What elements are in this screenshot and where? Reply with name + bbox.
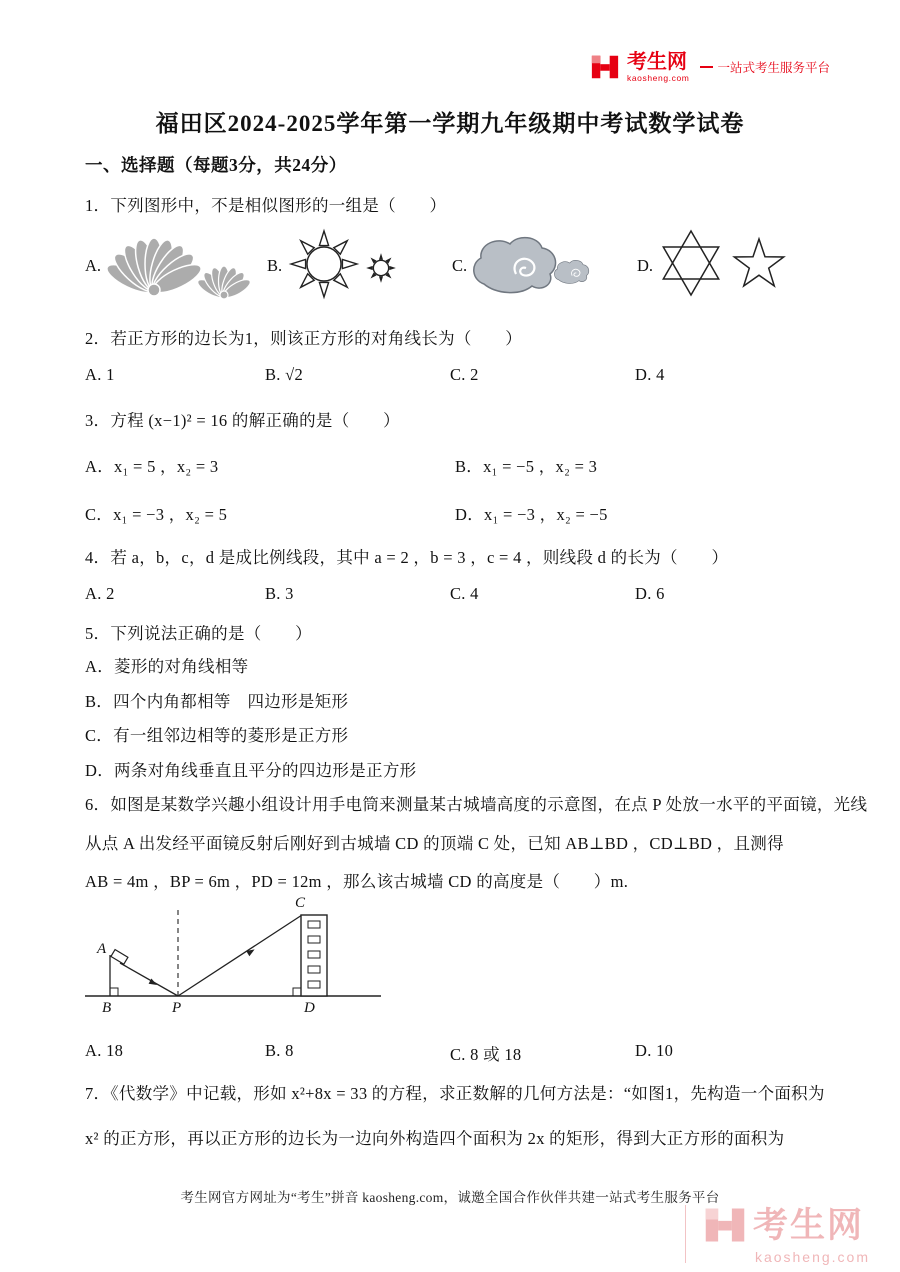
q4-option-d: D. 6 xyxy=(635,584,665,603)
watermark-divider xyxy=(685,1205,686,1263)
question-6-line1: 6．如图是某数学兴趣小组设计用手电筒来测量某古城墙高度的示意图，在点 P 处放一水平的平面镜，光线 xyxy=(85,795,868,814)
q1-figure-a-scallops xyxy=(102,224,252,302)
question-3-text: 3．方程 (x−1)² = 16 的解正确的是（ ） xyxy=(85,411,400,430)
q1-option-c-label: C. xyxy=(452,256,468,275)
cloud-small-icon xyxy=(554,260,588,283)
logo-brand: 考生网 xyxy=(627,51,687,73)
kaosheng-logo-icon xyxy=(590,52,620,82)
watermark xyxy=(703,1203,870,1265)
q5-option-b: B．四个内角都相等 四边形是矩形 xyxy=(85,692,349,711)
light-ray-pc xyxy=(178,915,302,996)
scallop-shell-small-icon xyxy=(195,266,252,301)
q6-option-a: A. 18 xyxy=(85,1041,124,1060)
flashlight-icon xyxy=(111,950,128,965)
sun-small-icon xyxy=(366,253,396,283)
city-wall xyxy=(301,915,327,996)
watermark-domain: kaosheng.com xyxy=(754,1249,870,1265)
logo-tagline-wrap xyxy=(700,58,830,76)
logo-tagline: 一站式考生服务平台 xyxy=(717,61,830,76)
watermark-brand: 考生网 xyxy=(752,1205,864,1245)
right-angle-mark-d xyxy=(293,988,301,996)
q4-option-c: C. 4 xyxy=(450,584,479,603)
question-7-line1: 7．《代数学》中记载，形如 x²+8x = 33 的方程，求正数解的几何方法是：“如图1，先构造一个面积为 xyxy=(85,1084,825,1103)
question-1-text: 1．下列图形中，不是相似图形的一组是（ ） xyxy=(85,196,447,215)
q3-option-c: C．x₁ = −3 ，x₂ = 5 xyxy=(85,505,228,524)
q6-option-b: B. 8 xyxy=(265,1041,294,1060)
q3-option-b: B．x₁ = −5 ，x₂ = 3 xyxy=(455,457,598,476)
question-6-line3: AB = 4m ，BP = 6m ，PD = 12m ，那么该古城墙 CD 的高度是（ ）m. xyxy=(85,872,629,891)
q5-option-d: D．两条对角线垂直且平分的四边形是正方形 xyxy=(85,761,417,780)
q1-figure-c-clouds xyxy=(468,232,593,302)
q3-option-d: D．x₁ = −3 ，x₂ = −5 xyxy=(455,505,608,524)
question-7-line2: x² 的正方形，再以正方形的边长为一边向外构造四个面积为 2x 的矩形，得到大正方形的面积为 xyxy=(85,1129,785,1148)
site-logo xyxy=(590,52,830,83)
q3-option-a: A．x₁ = 5 ，x₂ = 3 xyxy=(85,457,219,476)
q6-option-c: C. 8 或 18 xyxy=(450,1045,522,1064)
footer-text: 考生网官方网址为“考生”拼音 kaosheng.com，诚邀全国合作伙伴共建一站式考生服务平台 xyxy=(180,1190,720,1205)
watermark-logo-icon xyxy=(703,1203,747,1247)
q4-option-b: B. 3 xyxy=(265,584,294,603)
q2-option-d: D. 4 xyxy=(635,365,665,384)
scallop-shell-large-icon xyxy=(103,238,204,299)
sun-large-icon xyxy=(291,231,357,297)
label-point-p: P xyxy=(172,1000,182,1016)
q4-option-a: A. 2 xyxy=(85,584,115,603)
light-ray-ap xyxy=(120,963,178,996)
label-point-d: D xyxy=(304,1000,315,1016)
hexagram-star-icon xyxy=(663,231,718,295)
question-5-text: 5．下列说法正确的是（ ） xyxy=(85,624,312,643)
q2-option-b: B. √2 xyxy=(265,365,304,384)
question-4-text: 4．若 a，b，c，d 是成比例线段，其中 a = 2 ，b = 3 ，c = 4 ，则线段 d 的长为（ ） xyxy=(85,548,729,567)
tagline-dash xyxy=(700,66,713,68)
section-heading: 一、选择题（每题3分，共24分） xyxy=(85,155,347,175)
q1-option-d-label: D. xyxy=(637,256,654,275)
q6-mirror-reflection-diagram xyxy=(83,893,383,1018)
label-point-c: C xyxy=(295,895,306,911)
q1-option-a-label: A. xyxy=(85,256,102,275)
q1-figure-d-stars xyxy=(656,224,791,302)
right-angle-mark-b xyxy=(110,988,118,996)
q5-option-c: C．有一组邻边相等的菱形是正方形 xyxy=(85,726,349,745)
label-point-b: B xyxy=(102,1000,112,1016)
q2-option-c: C. 2 xyxy=(450,365,479,384)
question-6-line2: 从点 A 出发经平面镜反射后刚好到古城墙 CD 的顶端 C 处，已知 AB⊥BD ，CD⊥BD ，且测得 xyxy=(85,834,784,853)
page-title: 福田区2024-2025学年第一学期九年级期中考试数学试卷 xyxy=(155,111,745,136)
q1-option-b-label: B. xyxy=(267,256,283,275)
five-pointed-star-icon xyxy=(734,239,783,286)
label-point-a: A xyxy=(97,941,107,957)
cloud-large-icon xyxy=(474,238,556,293)
q6-option-d: D. 10 xyxy=(635,1041,674,1060)
question-2-text: 2．若正方形的边长为1，则该正方形的对角线长为（ ） xyxy=(85,329,523,348)
logo-domain: kaosheng.com xyxy=(627,73,690,83)
q5-option-a: A．菱形的对角线相等 xyxy=(85,657,249,676)
q2-option-a: A. 1 xyxy=(85,365,115,384)
logo-text-block xyxy=(627,52,689,83)
q1-figure-b-suns xyxy=(286,224,401,304)
